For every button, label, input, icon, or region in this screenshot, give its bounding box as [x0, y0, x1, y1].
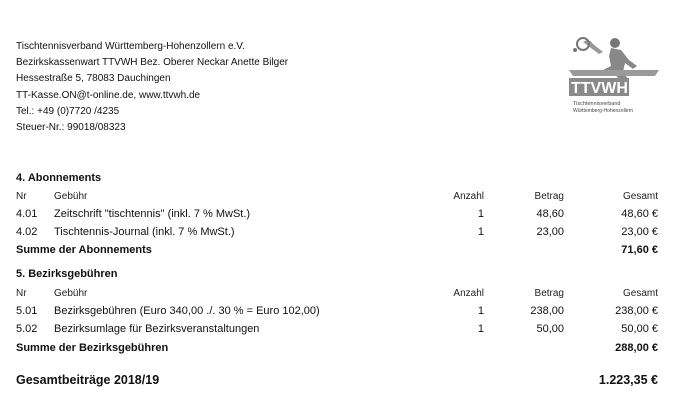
table-row: [16, 226, 658, 244]
cell-nr: 4.01: [16, 208, 38, 220]
table-tennis-player-icon: [563, 36, 661, 116]
cell-nr: 4.02: [16, 226, 38, 238]
cell-gesamt: 50,00 €: [621, 323, 658, 335]
cell-betrag: 238,00: [530, 305, 564, 317]
sender-address: [16, 39, 288, 136]
sum-value: 71,60 €: [621, 244, 658, 256]
cell-anzahl: 1: [477, 208, 484, 220]
sender-line: Tischtennisverband Württemberg-Hohenzollern e.V.: [16, 41, 245, 52]
sum-label: Summe der Bezirksgebühren: [16, 342, 169, 354]
cell-anzahl: 1: [477, 323, 484, 335]
sender-line: Tel.: +49 (0)7720 /4235: [16, 105, 120, 117]
cell-gesamt: 238,00 €: [615, 305, 658, 317]
cell-anzahl: 1: [477, 305, 484, 317]
header-nr: Nr: [16, 288, 27, 299]
section-title-bezirksgebuehren: 5. Bezirksgebühren: [16, 268, 118, 280]
grand-total-value: 1.223,35 €: [598, 373, 658, 387]
logo-text: TTVWH: [571, 80, 628, 97]
header-gesamt: Gesamt: [622, 191, 658, 202]
cell-anzahl: 1: [477, 226, 484, 238]
logo-subtitle-2: Württemberg-Hohenzollern: [573, 108, 634, 114]
sender-line: Hessestraße 5, 78083 Dauchingen: [16, 73, 171, 85]
cell-betrag: 48,60: [536, 208, 564, 220]
cell-nr: 5.02: [16, 323, 38, 335]
table-row: [16, 208, 658, 226]
sender-line: Steuer-Nr.: 99018/08323: [16, 122, 126, 134]
header-gebuehr: Gebühr: [54, 191, 88, 202]
sender-line: TT-Kasse.ON@t-online.de, www.ttvwh.de: [16, 89, 201, 101]
header-betrag: Betrag: [534, 288, 564, 299]
cell-gebuehr: Bezirksgebühren (Euro 340,00 ./. 30 % = Euro 102,00): [54, 305, 320, 317]
ttvwh-logo: [563, 36, 661, 116]
table-header: [16, 288, 658, 306]
cell-betrag: 50,00: [536, 323, 564, 335]
header-betrag: Betrag: [534, 191, 564, 202]
header-nr: Nr: [16, 191, 27, 202]
cell-gebuehr: Zeitschrift "tischtennis" (inkl. 7 % MwSt.): [54, 208, 251, 220]
header-anzahl: Anzahl: [453, 191, 484, 202]
cell-gesamt: 23,00 €: [621, 226, 658, 238]
header-anzahl: Anzahl: [453, 288, 484, 299]
logo-subtitle-1: Tischtennisverband: [573, 101, 621, 107]
cell-gebuehr: Tischtennis-Journal (inkl. 7 % MwSt.): [54, 226, 235, 238]
cell-nr: 5.01: [16, 305, 38, 317]
section-title-abonnements: 4. Abonnements: [16, 172, 102, 184]
header-gebuehr: Gebühr: [54, 288, 88, 299]
table-header: [16, 191, 658, 209]
cell-gebuehr: Bezirksumlage für Bezirksveranstaltungen: [54, 323, 260, 335]
sender-line: Bezirkskassenwart TTVWH Bez. Oberer Neckar Anette Bilger: [16, 57, 289, 69]
sum-value: 288,00 €: [615, 342, 658, 354]
cell-betrag: 23,00: [536, 226, 564, 238]
table-row: [16, 305, 658, 323]
table-row: [16, 323, 658, 341]
header-gesamt: Gesamt: [622, 288, 658, 299]
cell-gesamt: 48,60 €: [621, 208, 658, 220]
sum-label: Summe der Abonnements: [16, 244, 152, 256]
grand-total-label: Gesamtbeiträge 2018/19: [16, 373, 160, 387]
